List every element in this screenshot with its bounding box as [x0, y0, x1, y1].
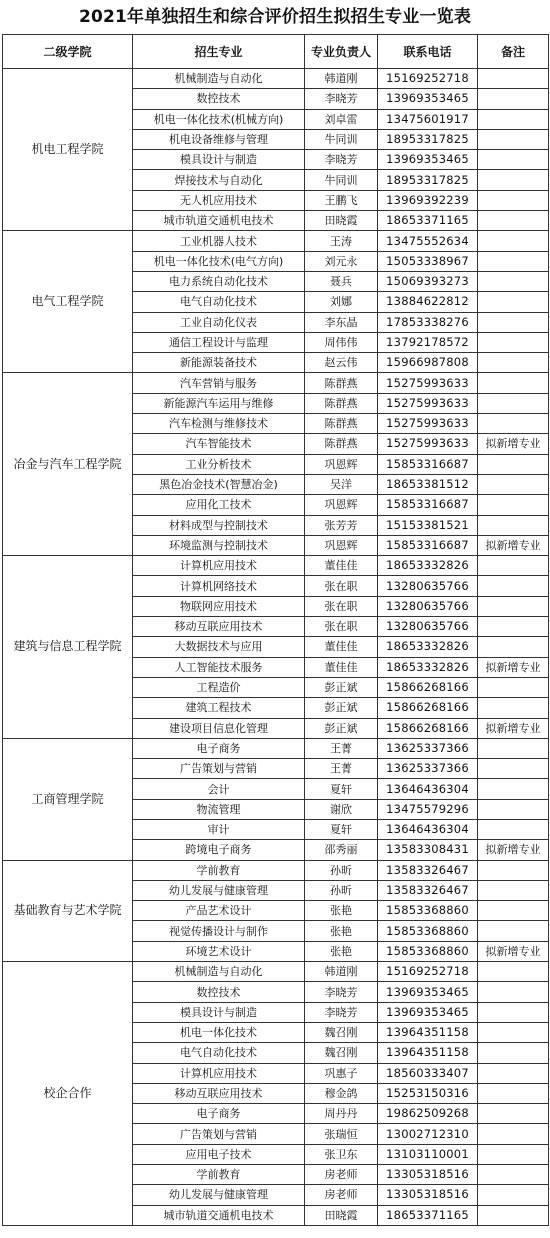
major-cell: 人工智能技术服务	[133, 657, 305, 677]
phone-cell: 13475601917	[378, 109, 478, 129]
header-leader: 专业负责人	[305, 35, 378, 69]
header-note: 备注	[478, 35, 549, 69]
note-cell	[478, 1043, 549, 1063]
note-cell	[478, 150, 549, 170]
table-header-row	[3, 35, 549, 69]
major-cell: 黑色冶金技术(智慧冶金)	[133, 474, 305, 494]
note-cell	[478, 231, 549, 251]
major-cell: 电气自动化技术	[133, 1043, 305, 1063]
note-cell	[478, 251, 549, 271]
leader-cell: 王涛	[305, 231, 378, 251]
major-cell: 工业自动化仪表	[133, 312, 305, 332]
phone-cell: 15866268166	[378, 718, 478, 738]
phone-cell: 15853368860	[378, 901, 478, 921]
phone-cell: 18953317825	[378, 129, 478, 149]
major-cell: 幼儿发展与健康管理	[133, 880, 305, 900]
major-cell: 视觉传播设计与制作	[133, 921, 305, 941]
leader-cell: 陈群燕	[305, 434, 378, 454]
phone-cell: 18560333407	[378, 1063, 478, 1083]
leader-cell: 房老师	[305, 1165, 378, 1185]
note-cell	[478, 576, 549, 596]
note-cell	[478, 1022, 549, 1042]
leader-cell: 李晓芳	[305, 1002, 378, 1022]
leader-cell: 孙昕	[305, 860, 378, 880]
phone-cell: 15053338967	[378, 251, 478, 271]
phone-cell: 18653381512	[378, 474, 478, 494]
phone-cell: 13280635766	[378, 596, 478, 616]
phone-cell: 13969353465	[378, 1002, 478, 1022]
major-cell: 电子商务	[133, 738, 305, 758]
phone-cell: 13475552634	[378, 231, 478, 251]
phone-cell: 18653371165	[378, 211, 478, 231]
note-cell	[478, 211, 549, 231]
phone-cell: 13280635766	[378, 576, 478, 596]
leader-cell: 孙昕	[305, 880, 378, 900]
note-cell	[478, 1002, 549, 1022]
phone-cell: 15169252718	[378, 69, 478, 89]
major-cell: 工业分析技术	[133, 454, 305, 474]
leader-cell: 牛同训	[305, 170, 378, 190]
note-cell	[478, 819, 549, 839]
leader-cell: 王菁	[305, 759, 378, 779]
note-cell	[478, 454, 549, 474]
note-cell	[478, 1063, 549, 1083]
phone-cell: 18653332826	[378, 657, 478, 677]
table-row	[3, 231, 549, 251]
major-cell: 汽车营销与服务	[133, 373, 305, 393]
major-cell: 幼儿发展与健康管理	[133, 1185, 305, 1205]
note-cell	[478, 373, 549, 393]
leader-cell: 魏召刚	[305, 1043, 378, 1063]
table-row	[3, 860, 549, 880]
table-row	[3, 962, 549, 982]
major-cell: 广告策划与营销	[133, 759, 305, 779]
major-cell: 机械制造与自动化	[133, 69, 305, 89]
major-cell: 广告策划与营销	[133, 1124, 305, 1144]
note-cell	[478, 759, 549, 779]
major-cell: 电子商务	[133, 1104, 305, 1124]
table-row	[3, 69, 549, 89]
note-cell	[478, 353, 549, 373]
leader-cell: 董佳佳	[305, 556, 378, 576]
note-cell	[478, 860, 549, 880]
major-cell: 建设项目信息化管理	[133, 718, 305, 738]
leader-cell: 巩恩辉	[305, 495, 378, 515]
leader-cell: 吴洋	[305, 474, 378, 494]
major-cell: 城市轨道交通机电技术	[133, 211, 305, 231]
major-cell: 计算机应用技术	[133, 1063, 305, 1083]
leader-cell: 刘卓雷	[305, 109, 378, 129]
note-cell	[478, 170, 549, 190]
phone-cell: 15853316687	[378, 535, 478, 555]
major-cell: 物联网应用技术	[133, 596, 305, 616]
major-cell: 产品艺术设计	[133, 901, 305, 921]
phone-cell: 15853368860	[378, 941, 478, 961]
leader-cell: 牛同训	[305, 129, 378, 149]
major-cell: 电气自动化技术	[133, 292, 305, 312]
leader-cell: 周伟伟	[305, 332, 378, 352]
note-cell	[478, 637, 549, 657]
leader-cell: 董佳佳	[305, 637, 378, 657]
leader-cell: 周丹丹	[305, 1104, 378, 1124]
note-cell	[478, 271, 549, 291]
leader-cell: 夏轩	[305, 779, 378, 799]
phone-cell: 13646436304	[378, 819, 478, 839]
table-body	[3, 69, 549, 1226]
leader-cell: 魏召刚	[305, 1022, 378, 1042]
major-cell: 机电一体化技术(机械方向)	[133, 109, 305, 129]
phone-cell: 13103110001	[378, 1144, 478, 1164]
phone-cell: 19862509268	[378, 1104, 478, 1124]
phone-cell: 15853316687	[378, 454, 478, 474]
leader-cell: 彭正斌	[305, 718, 378, 738]
phone-cell: 15253150316	[378, 1083, 478, 1103]
note-cell	[478, 312, 549, 332]
major-cell: 移动互联应用技术	[133, 1083, 305, 1103]
phone-cell: 13625337366	[378, 759, 478, 779]
major-cell: 机电设备维修与管理	[133, 129, 305, 149]
note-cell: 拟新增专业	[478, 434, 549, 454]
phone-cell: 15275993633	[378, 434, 478, 454]
major-cell: 环境艺术设计	[133, 941, 305, 961]
college-cell: 冶金与汽车工程学院	[3, 373, 133, 556]
phone-cell: 13305318516	[378, 1185, 478, 1205]
phone-cell: 17853338276	[378, 312, 478, 332]
leader-cell: 张在职	[305, 596, 378, 616]
table-row	[3, 556, 549, 576]
header-phone: 联系电话	[378, 35, 478, 69]
leader-cell: 张在职	[305, 576, 378, 596]
note-cell	[478, 414, 549, 434]
leader-cell: 张艳	[305, 921, 378, 941]
note-cell	[478, 962, 549, 982]
phone-cell: 13646436304	[378, 779, 478, 799]
leader-cell: 李晓芳	[305, 982, 378, 1002]
leader-cell: 彭正斌	[305, 677, 378, 697]
note-cell	[478, 1185, 549, 1205]
major-cell: 学前教育	[133, 1165, 305, 1185]
leader-cell: 刘娜	[305, 292, 378, 312]
leader-cell: 张艳	[305, 941, 378, 961]
major-cell: 电力系统自动化技术	[133, 271, 305, 291]
note-cell	[478, 1083, 549, 1103]
note-cell	[478, 129, 549, 149]
table-row	[3, 738, 549, 758]
phone-cell: 13969353465	[378, 150, 478, 170]
note-cell: 拟新增专业	[478, 718, 549, 738]
major-cell: 城市轨道交通机电技术	[133, 1205, 305, 1225]
phone-cell: 18953317825	[378, 170, 478, 190]
leader-cell: 陈群燕	[305, 414, 378, 434]
note-cell	[478, 474, 549, 494]
major-cell: 新能源汽车运用与维修	[133, 393, 305, 413]
phone-cell: 15966987808	[378, 353, 478, 373]
note-cell	[478, 596, 549, 616]
phone-cell: 13964351158	[378, 1022, 478, 1042]
note-cell	[478, 495, 549, 515]
leader-cell: 巩恩辉	[305, 454, 378, 474]
leader-cell: 赵云伟	[305, 353, 378, 373]
note-cell	[478, 556, 549, 576]
leader-cell: 房老师	[305, 1185, 378, 1205]
leader-cell: 李晓芳	[305, 89, 378, 109]
leader-cell: 韩道刚	[305, 69, 378, 89]
phone-cell: 13475579296	[378, 799, 478, 819]
major-cell: 建筑工程技术	[133, 698, 305, 718]
college-cell: 机电工程学院	[3, 69, 133, 231]
note-cell	[478, 698, 549, 718]
major-cell: 计算机应用技术	[133, 556, 305, 576]
note-cell	[478, 677, 549, 697]
phone-cell: 13964351158	[378, 1043, 478, 1063]
note-cell: 拟新增专业	[478, 941, 549, 961]
table-row	[3, 373, 549, 393]
note-cell	[478, 779, 549, 799]
leader-cell: 张在职	[305, 617, 378, 637]
major-cell: 工程造价	[133, 677, 305, 697]
phone-cell: 13969353465	[378, 89, 478, 109]
leader-cell: 刘元永	[305, 251, 378, 271]
major-cell: 机械制造与自动化	[133, 962, 305, 982]
major-cell: 模具设计与制造	[133, 1002, 305, 1022]
phone-cell: 15069393273	[378, 271, 478, 291]
leader-cell: 张艳	[305, 901, 378, 921]
note-cell	[478, 901, 549, 921]
major-cell: 应用化工技术	[133, 495, 305, 515]
major-cell: 审计	[133, 819, 305, 839]
leader-cell: 王鹏飞	[305, 190, 378, 210]
phone-cell: 18653332826	[378, 637, 478, 657]
note-cell	[478, 515, 549, 535]
college-cell: 校企合作	[3, 962, 133, 1226]
note-cell	[478, 1144, 549, 1164]
major-cell: 计算机网络技术	[133, 576, 305, 596]
note-cell	[478, 292, 549, 312]
major-cell: 数控技术	[133, 89, 305, 109]
major-cell: 汽车智能技术	[133, 434, 305, 454]
note-cell	[478, 109, 549, 129]
phone-cell: 13280635766	[378, 617, 478, 637]
major-cell: 焊接技术与自动化	[133, 170, 305, 190]
note-cell	[478, 1205, 549, 1225]
page-title: 2021年单独招生和综合评价招生拟招生专业一览表	[78, 7, 472, 27]
leader-cell: 韩道刚	[305, 962, 378, 982]
majors-table	[2, 34, 549, 1226]
college-cell: 建筑与信息工程学院	[3, 556, 133, 739]
note-cell	[478, 921, 549, 941]
leader-cell: 聂兵	[305, 271, 378, 291]
note-cell: 拟新增专业	[478, 657, 549, 677]
leader-cell: 张芳芳	[305, 515, 378, 535]
leader-cell: 田晓霞	[305, 1205, 378, 1225]
leader-cell: 邵秀丽	[305, 840, 378, 860]
phone-cell: 15866268166	[378, 698, 478, 718]
note-cell	[478, 332, 549, 352]
major-cell: 工业机器人技术	[133, 231, 305, 251]
leader-cell: 巩恩辉	[305, 535, 378, 555]
note-cell	[478, 1165, 549, 1185]
note-cell	[478, 89, 549, 109]
phone-cell: 15169252718	[378, 962, 478, 982]
college-cell: 基础教育与艺术学院	[3, 860, 133, 961]
note-cell	[478, 1124, 549, 1144]
note-cell	[478, 799, 549, 819]
phone-cell: 13583326467	[378, 860, 478, 880]
major-cell: 无人机应用技术	[133, 190, 305, 210]
note-cell	[478, 393, 549, 413]
phone-cell: 13625337366	[378, 738, 478, 758]
header-major: 招生专业	[133, 35, 305, 69]
major-cell: 数控技术	[133, 982, 305, 1002]
leader-cell: 张瑞恒	[305, 1124, 378, 1144]
college-cell: 电气工程学院	[3, 231, 133, 373]
leader-cell: 穆金鸽	[305, 1083, 378, 1103]
note-cell	[478, 880, 549, 900]
leader-cell: 巩惠子	[305, 1063, 378, 1083]
leader-cell: 陈群燕	[305, 373, 378, 393]
major-cell: 新能源装备技术	[133, 353, 305, 373]
phone-cell: 15853316687	[378, 495, 478, 515]
note-cell	[478, 738, 549, 758]
leader-cell: 董佳佳	[305, 657, 378, 677]
phone-cell: 13969353465	[378, 982, 478, 1002]
phone-cell: 18653371165	[378, 1205, 478, 1225]
major-cell: 移动互联应用技术	[133, 617, 305, 637]
leader-cell: 夏轩	[305, 819, 378, 839]
major-cell: 物流管理	[133, 799, 305, 819]
major-cell: 环境监测与控制技术	[133, 535, 305, 555]
note-cell: 拟新增专业	[478, 840, 549, 860]
major-cell: 汽车检测与维修技术	[133, 414, 305, 434]
college-cell: 工商管理学院	[3, 738, 133, 860]
phone-cell: 15866268166	[378, 677, 478, 697]
leader-cell: 李东晶	[305, 312, 378, 332]
note-cell	[478, 1104, 549, 1124]
phone-cell: 15275993633	[378, 414, 478, 434]
major-cell: 通信工程设计与监理	[133, 332, 305, 352]
leader-cell: 陈群燕	[305, 393, 378, 413]
major-cell: 模具设计与制造	[133, 150, 305, 170]
leader-cell: 田晓霞	[305, 211, 378, 231]
major-cell: 应用电子技术	[133, 1144, 305, 1164]
leader-cell: 谢欣	[305, 799, 378, 819]
note-cell	[478, 982, 549, 1002]
major-cell: 材料成型与控制技术	[133, 515, 305, 535]
major-cell: 机电一体化技术	[133, 1022, 305, 1042]
leader-cell: 彭正斌	[305, 698, 378, 718]
note-cell	[478, 69, 549, 89]
phone-cell: 13583326467	[378, 880, 478, 900]
phone-cell: 13583308431	[378, 840, 478, 860]
major-cell: 大数据技术与应用	[133, 637, 305, 657]
major-cell: 会计	[133, 779, 305, 799]
phone-cell: 13884622812	[378, 292, 478, 312]
note-cell	[478, 190, 549, 210]
note-cell: 拟新增专业	[478, 535, 549, 555]
phone-cell: 13002712310	[378, 1124, 478, 1144]
major-cell: 学前教育	[133, 860, 305, 880]
phone-cell: 15853368860	[378, 921, 478, 941]
leader-cell: 张卫东	[305, 1144, 378, 1164]
leader-cell: 李晓芳	[305, 150, 378, 170]
major-cell: 机电一体化技术(电气方向)	[133, 251, 305, 271]
phone-cell: 18653332826	[378, 556, 478, 576]
note-cell	[478, 617, 549, 637]
header-college: 二级学院	[3, 35, 133, 69]
phone-cell: 15275993633	[378, 393, 478, 413]
major-cell: 跨境电子商务	[133, 840, 305, 860]
leader-cell: 王菁	[305, 738, 378, 758]
phone-cell: 13969392239	[378, 190, 478, 210]
phone-cell: 15153381521	[378, 515, 478, 535]
phone-cell: 13792178572	[378, 332, 478, 352]
phone-cell: 15275993633	[378, 373, 478, 393]
phone-cell: 13305318516	[378, 1165, 478, 1185]
